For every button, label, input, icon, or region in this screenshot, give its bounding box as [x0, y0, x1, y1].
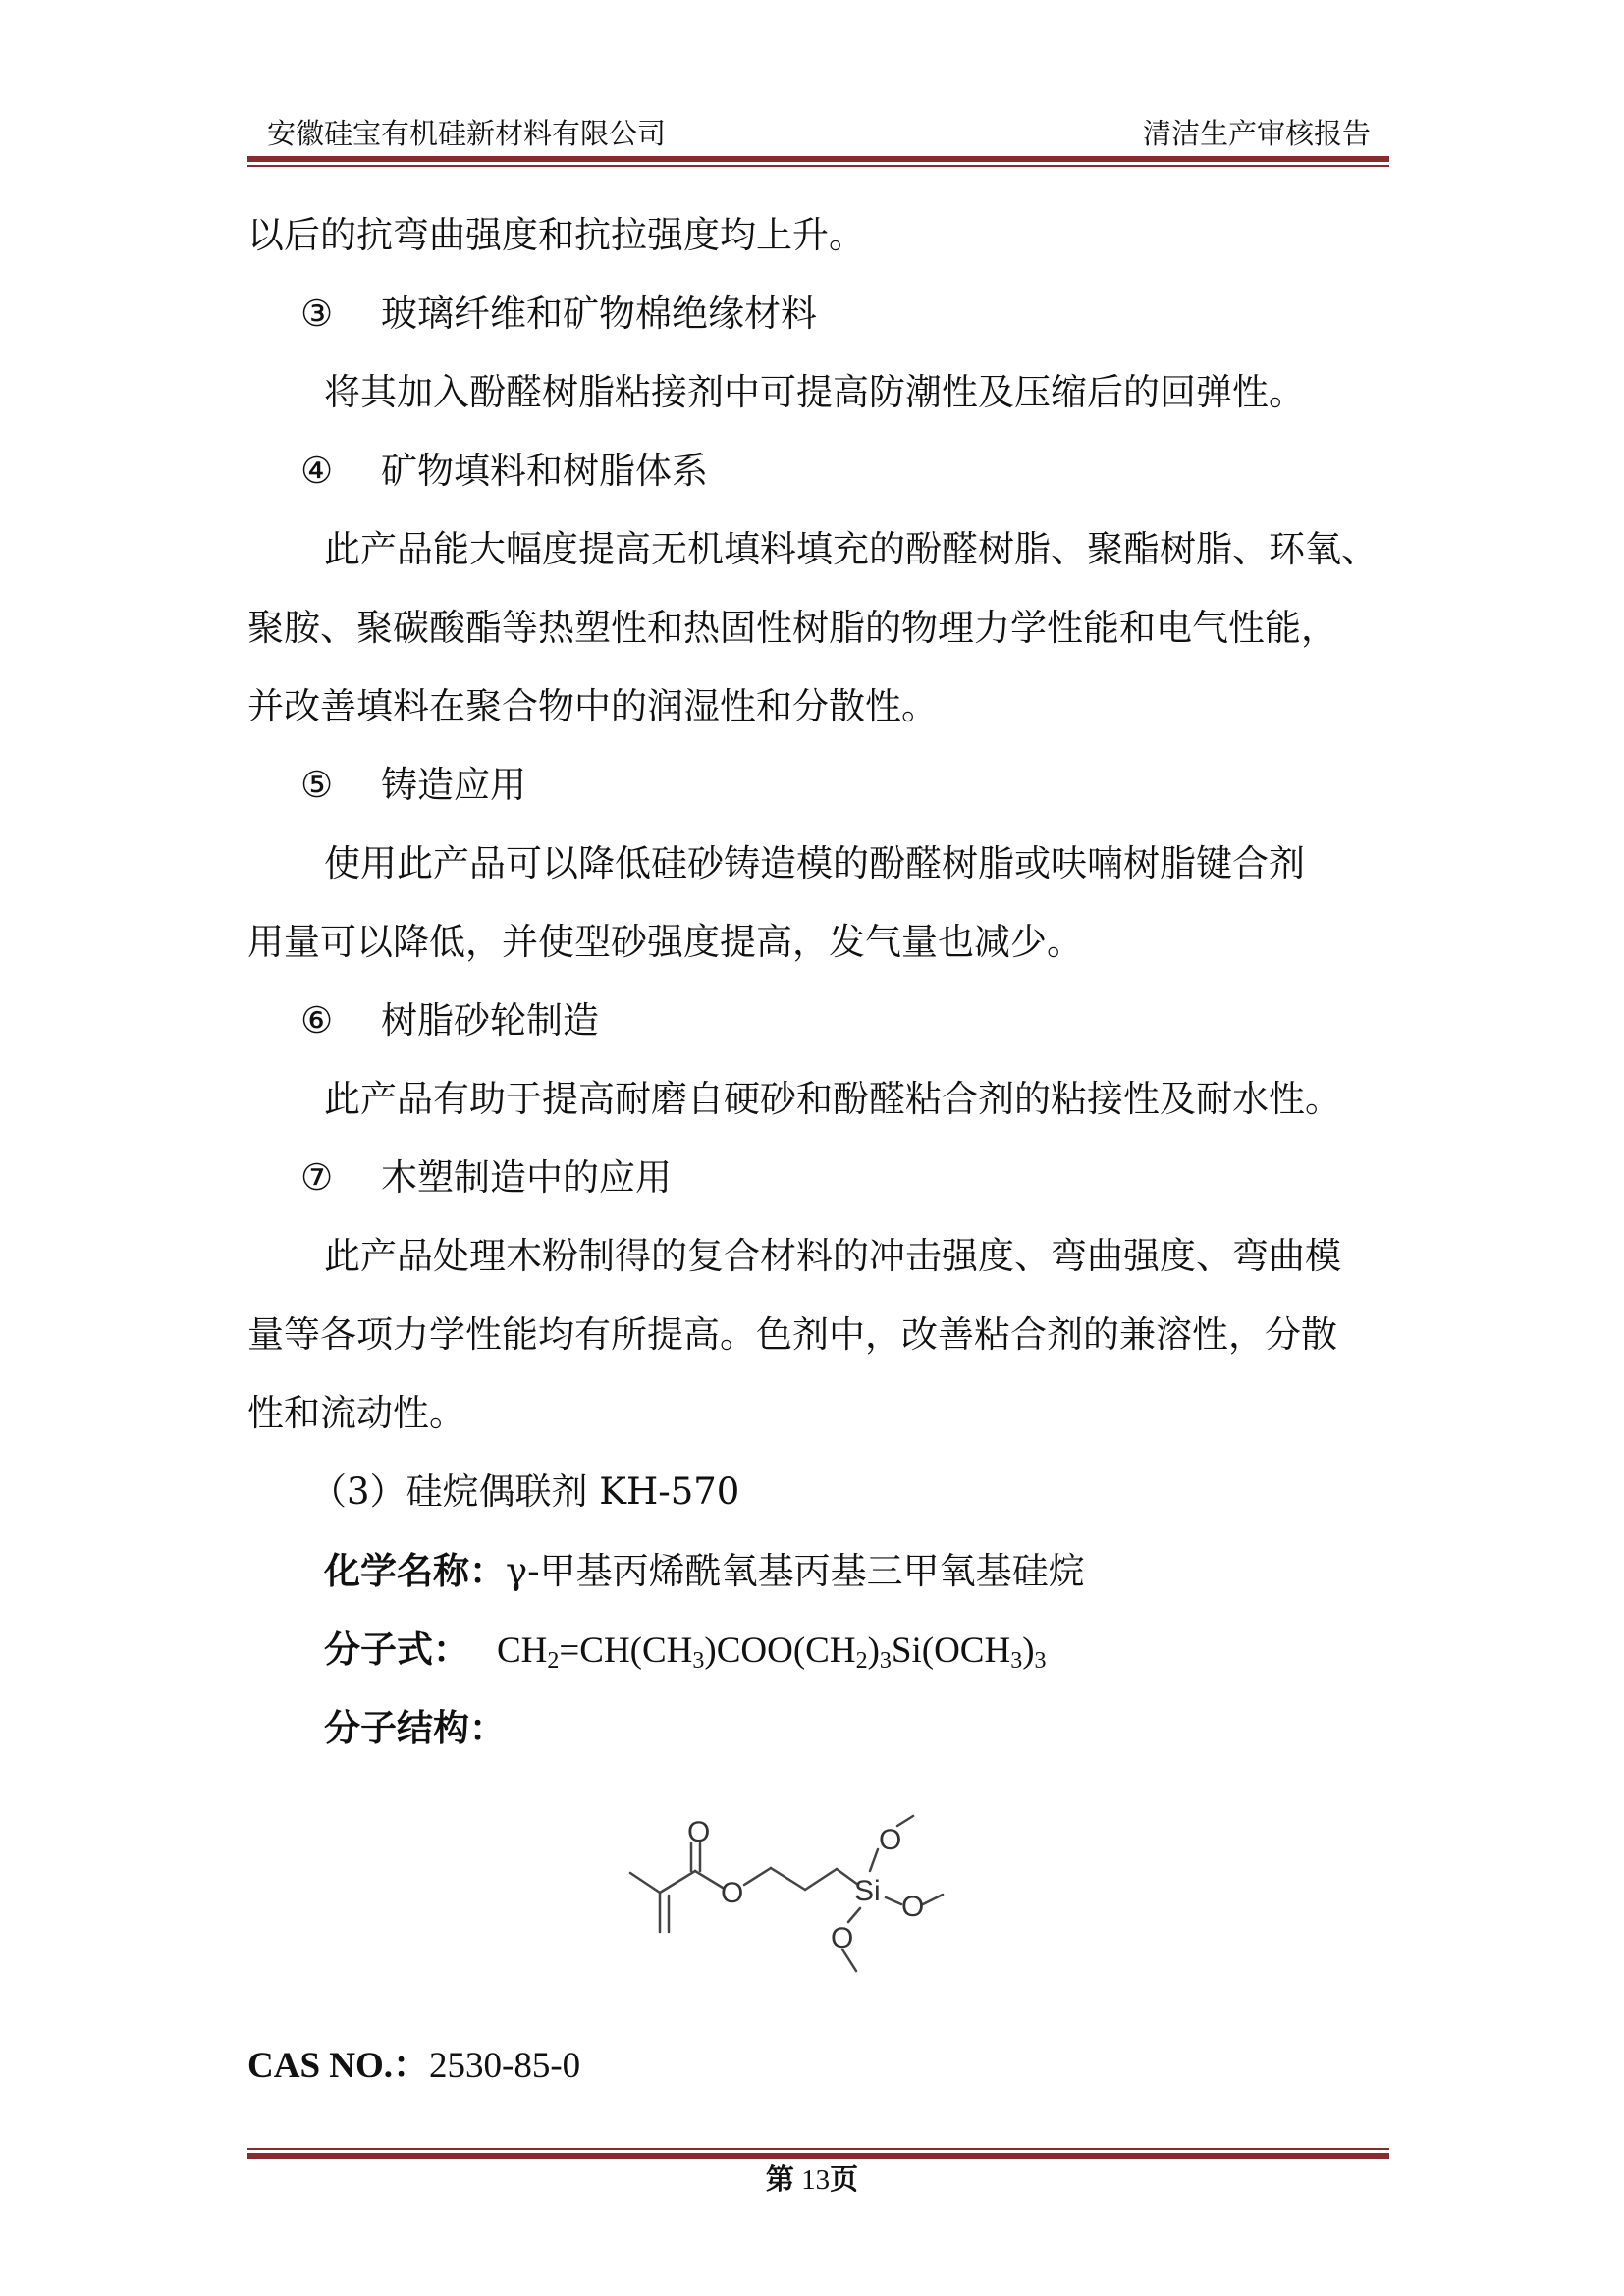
paragraph-line: 性和流动性。: [247, 1392, 465, 1434]
footer-rule-thick: [247, 2153, 1389, 2159]
paragraph-line: 量等各项力学性能均有所提高。色剂中，改善粘合剂的兼溶性，分散: [247, 1313, 1337, 1356]
footer-rule-thin: [247, 2148, 1389, 2150]
page-number-value: 13: [801, 2164, 831, 2196]
cas-number: [247, 2042, 580, 2090]
chemical-name-label: 化学名称：: [324, 1549, 506, 1592]
page-prefix: 第: [765, 2163, 794, 2196]
header-company: 安徽硅宝有机硅新材料有限公司: [267, 117, 667, 150]
header-rule-thin: [247, 165, 1389, 167]
header-report-title: 清洁生产审核报告: [1142, 117, 1371, 150]
atom-label: O: [879, 1824, 902, 1856]
atom-label: O: [901, 1891, 925, 1923]
list-item-7-title: [300, 1154, 672, 1201]
paragraph-line: 用量可以降低，并使型砂强度提高，发气量也减少。: [247, 921, 1083, 963]
paragraph-line: 此产品能大幅度提高无机填料填充的酚醛树脂、聚酯树脂、环氧、: [324, 528, 1378, 570]
atom-label: O: [721, 1877, 744, 1909]
paragraph-line: 将其加入酚醛树脂粘接剂中可提高防潮性及压缩后的回弹性。: [324, 371, 1305, 413]
list-item-4-title: [300, 448, 708, 495]
molecular-structure-diagram: [619, 1814, 1051, 1981]
list-number: ⑥: [300, 999, 334, 1041]
chemical-name-value: γ-甲基丙烯酰氧基丙基三甲氧基硅烷: [506, 1550, 1085, 1592]
list-item-title: 玻璃纤维和矿物棉绝缘材料: [381, 293, 817, 335]
paragraph-line: 此产品处理木粉制得的复合材料的冲击强度、弯曲强度、弯曲模: [324, 1235, 1341, 1277]
list-number: ④: [300, 450, 334, 492]
paragraph-line: 使用此产品可以降低硅砂铸造模的酚醛树脂或呋喃树脂键合剂: [324, 842, 1305, 884]
paragraph-line: 并改善填料在聚合物中的润湿性和分散性。: [247, 685, 938, 727]
atom-label: O: [831, 1922, 854, 1954]
list-number: ③: [300, 293, 334, 335]
list-number: ⑦: [300, 1156, 334, 1199]
structure-label: 分子结构：: [324, 1706, 506, 1749]
list-item-6-title: [300, 997, 599, 1044]
list-item-title: 树脂砂轮制造: [381, 999, 599, 1041]
header-rule-thick: [247, 156, 1389, 162]
atom-label: Si: [854, 1875, 881, 1907]
list-item-title: 矿物填料和树脂体系: [381, 450, 708, 492]
list-item-5-title: [300, 762, 526, 809]
cas-value: 2530-85-0: [429, 2046, 581, 2086]
cas-label: CAS NO.：: [247, 2046, 430, 2086]
atom-label: O: [687, 1816, 711, 1848]
list-item-title: 铸造应用: [381, 764, 526, 806]
section-heading: （3）硅烷偶联剂 KH-570: [310, 1470, 740, 1513]
page-number: [0, 2160, 1624, 2200]
paragraph-line: 此产品有助于提高耐磨自硬砂和酚醛粘合剂的粘接性及耐水性。: [324, 1078, 1341, 1120]
paragraph-line: 聚胺、聚碳酸酯等热塑性和热固性树脂的物理力学性能和电气性能，: [247, 607, 1337, 649]
paragraph-line: 以后的抗弯曲强度和抗拉强度均上升。: [247, 214, 865, 256]
list-item-title: 木塑制造中的应用: [381, 1156, 672, 1199]
chemical-name: [324, 1547, 1085, 1595]
formula-value: $CH_2=CH(CH_3)COO(CH_2)_3Si(OCH_3)_3$: [497, 1630, 1047, 1674]
page-suffix: 页: [830, 2163, 859, 2196]
list-item-3-title: [300, 291, 817, 338]
list-number: ⑤: [300, 764, 334, 806]
molecular-formula: [324, 1626, 1047, 1675]
formula-label: 分子式：: [324, 1628, 469, 1671]
